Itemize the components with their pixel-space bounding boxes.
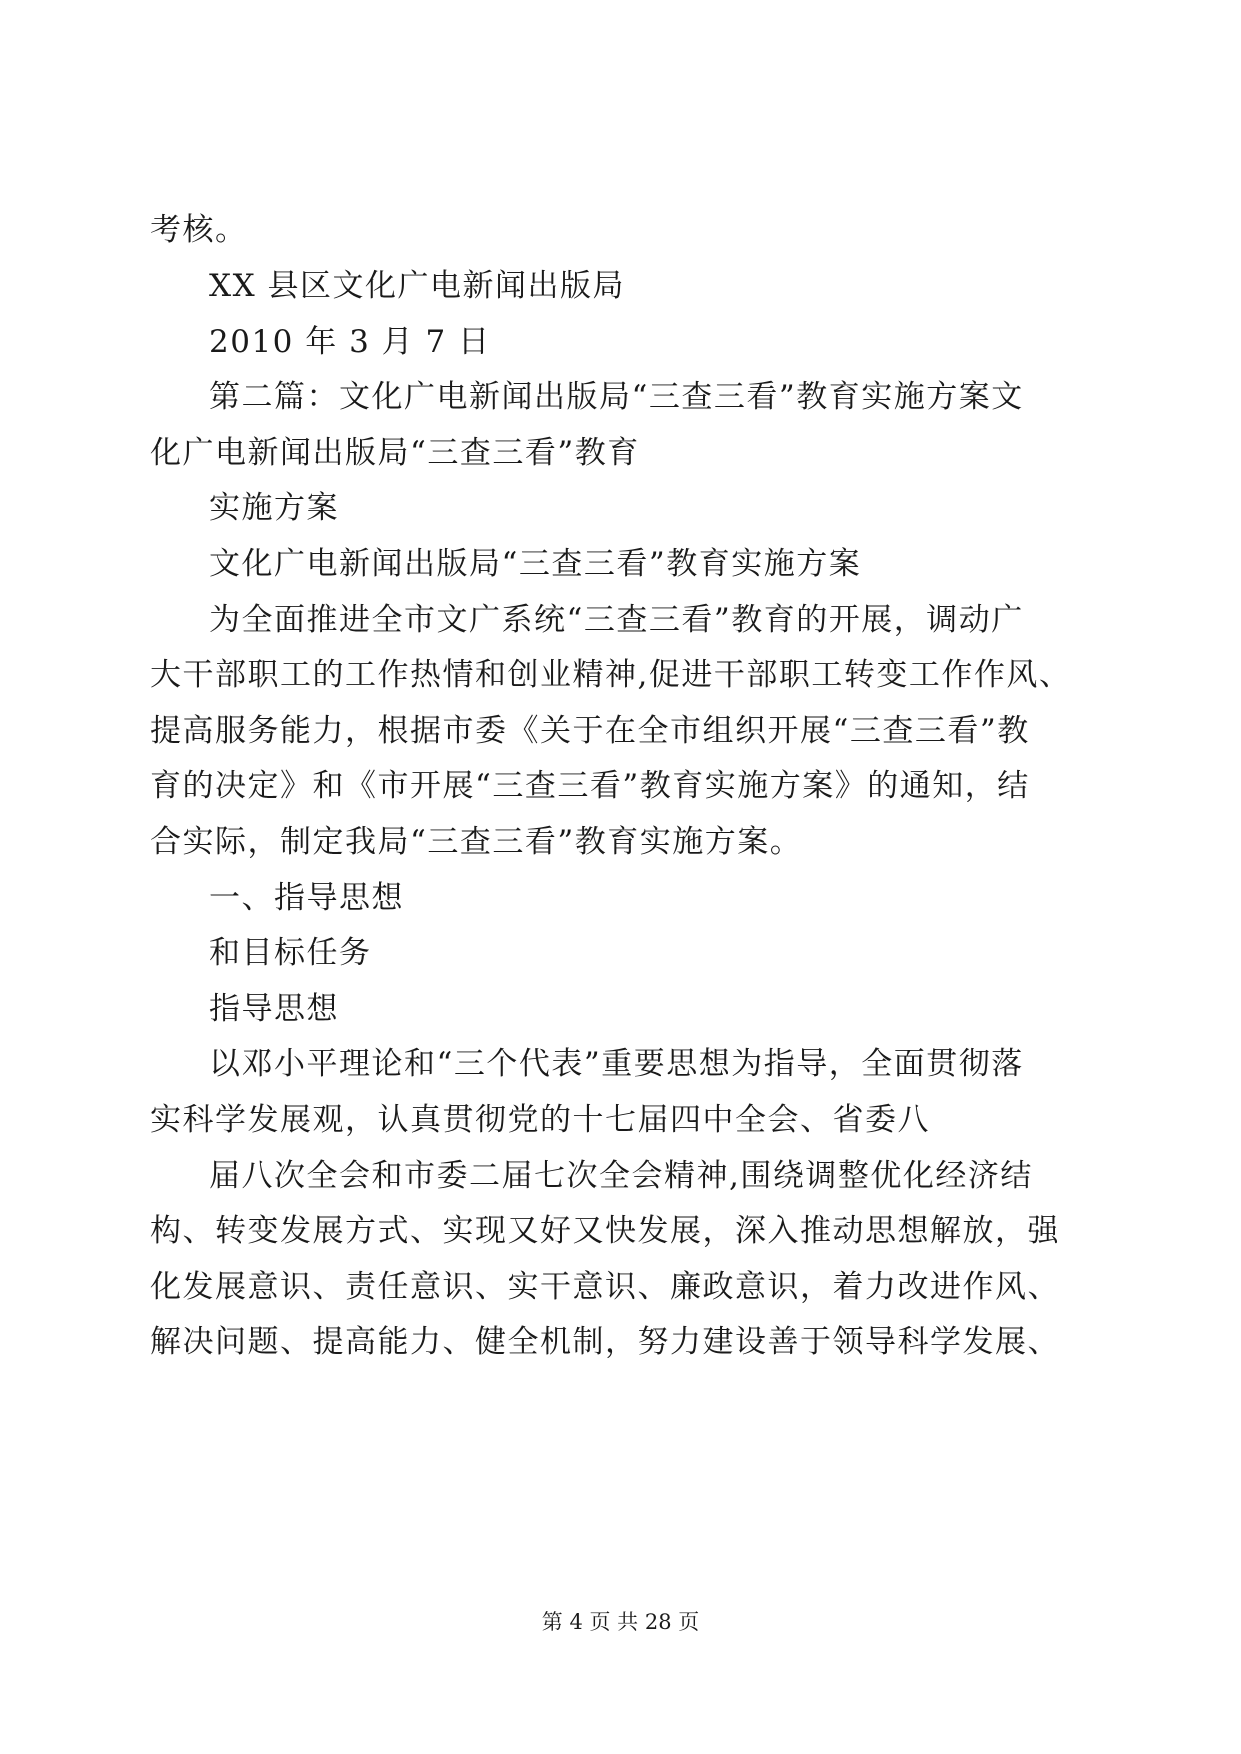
- body-line: 实施方案: [209, 490, 339, 526]
- body-line: 考核。: [150, 212, 248, 248]
- body-line: 实科学发展观，认真贯彻党的十七届四中全会、省委八: [150, 1102, 930, 1138]
- body-line: 一、指导思想: [209, 880, 404, 916]
- body-line: 以邓小平理论和“三个代表”重要思想为指导，全面贯彻落: [209, 1046, 1024, 1082]
- body-line: 为全面推进全市文广系统“三查三看”教育的开展，调动广: [209, 602, 1024, 638]
- body-line: 合实际，制定我局“三查三看”教育实施方案。: [150, 824, 803, 860]
- body-line: 第二篇：文化广电新闻出版局“三查三看”教育实施方案文: [209, 379, 1024, 415]
- body-line: 届八次全会和市委二届七次全会精神,围绕调整优化经济结: [209, 1158, 1033, 1194]
- body-line: XX 县区文化广电新闻出版局: [209, 268, 625, 304]
- body-line: 育的决定》和《市开展“三查三看”教育实施方案》的通知，结: [150, 768, 1030, 804]
- body-line: 构、转变发展方式、实现又好又快发展，深入推动思想解放，强: [150, 1213, 1060, 1249]
- body-line: 解决问题、提高能力、健全机制，努力建设善于领导科学发展、: [150, 1324, 1060, 1360]
- body-line: 和目标任务: [209, 935, 372, 971]
- body-line: 文化广电新闻出版局“三查三看”教育实施方案: [209, 546, 862, 582]
- body-line: 指导思想: [209, 991, 339, 1027]
- body-line: 提高服务能力，根据市委《关于在全市组织开展“三查三看”教: [150, 713, 1030, 749]
- body-line: 化发展意识、责任意识、实干意识、廉政意识，着力改进作风、: [150, 1269, 1060, 1305]
- body-line: 2010 年 3 月 7 日: [209, 324, 491, 360]
- body-line: 化广电新闻出版局“三查三看”教育: [150, 435, 640, 471]
- body-line: 大干部职工的工作热情和创业精神,促进干部职工转变工作作风、: [150, 657, 1072, 693]
- page-number-footer: 第 4 页 共 28 页: [541, 1610, 700, 1634]
